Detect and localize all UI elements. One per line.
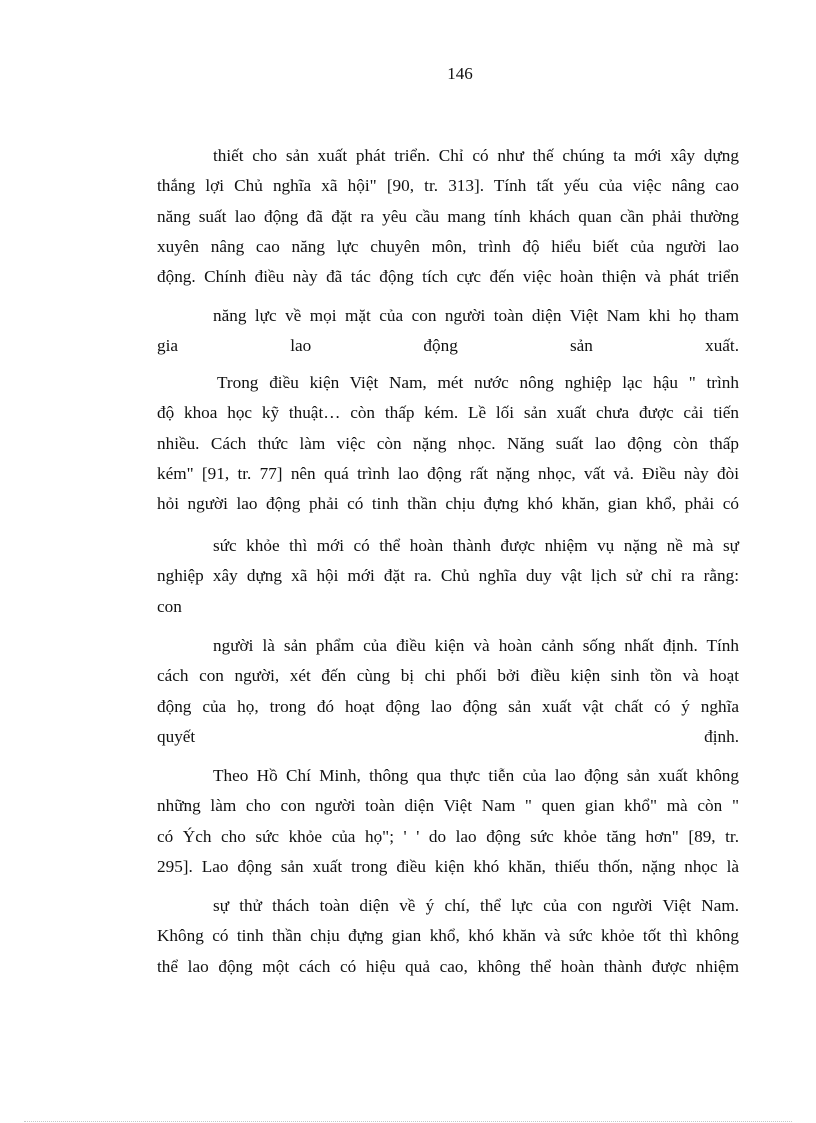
text-line: 295]. Lao động sản xuất trong điều kiện khó khăn, thiếu thốn, nặng nhọc là: [157, 856, 739, 876]
text-line: con: [157, 596, 182, 616]
text-line: thiết cho sản xuất phát triển. Chỉ có như thế chúng ta mới xây dựng: [213, 146, 739, 165]
text-line: Theo Hồ Chí Minh, thông qua thực tiễn của lao động sản xuất không: [213, 766, 739, 785]
text-line: gia lao động sản xuất.: [157, 336, 739, 356]
text-line: động của họ, trong đó hoạt động lao động sản xuất vật chất có ý nghĩa: [157, 696, 739, 716]
page-number: 146: [447, 64, 473, 83]
text-line: nghiệp xây dựng xã hội mới đặt ra. Chủ nghĩa duy vật lịch sử chỉ ra rằng:: [157, 566, 739, 586]
text-line: năng suất lao động đã đặt ra yêu cầu mang tính khách quan cần phải thường: [157, 206, 739, 226]
paragraph-7: [157, 891, 739, 982]
text-line: năng lực về mọi mặt của con người toàn diện Việt Nam khi họ tham: [213, 306, 739, 325]
text-line: thể lao động một cách có hiệu quả cao, không thể hoàn thành được nhiệm: [157, 956, 739, 976]
text-line: người là sản phẩm của điều kiện và hoàn cảnh sống nhất định. Tính: [213, 636, 739, 655]
text-line: những làm cho con người toàn diện Việt Nam " quen gian khổ" mà còn ": [157, 796, 739, 816]
text-line: thắng lợi Chủ nghĩa xã hội" [90, tr. 313]. Tính tất yếu của việc nâng cao: [157, 176, 739, 196]
paragraph-4: [157, 531, 739, 622]
paragraph-5: [157, 631, 739, 752]
text-line: Trong điều kiện Việt Nam, mét nước nông nghiệp lạc hậu " trình: [217, 373, 739, 392]
text-line: xuyên nâng cao năng lực chuyên môn, trình độ hiểu biết của người lao: [157, 236, 739, 256]
text-line: hỏi người lao động phải có tinh thần chịu đựng khó khăn, gian khổ, phải có: [157, 494, 739, 514]
paragraph-2: [157, 301, 739, 362]
text-line: độ khoa học kỹ thuật… còn thấp kém. Lề lối sản xuất chưa được cải tiến: [157, 403, 739, 423]
page-bottom-divider: [24, 1121, 792, 1122]
text-line: cách con người, xét đến cùng bị chi phối bởi điều kiện sinh tồn và hoạt: [157, 666, 739, 686]
paragraph-6: [157, 761, 739, 882]
text-line: Không có tinh thần chịu đựng gian khổ, khó khăn và sức khỏe tốt thì không: [157, 926, 739, 946]
text-line: nhiều. Cách thức làm việc còn nặng nhọc. Năng suất lao động còn thấp: [157, 433, 739, 453]
text-line: có Ých cho sức khỏe của họ"; ' ' do lao động sức khỏe tăng hơn" [89, tr.: [157, 826, 739, 846]
paragraph-3: [157, 368, 739, 519]
text-line: sự thử thách toàn diện về ý chí, thể lực của con người Việt Nam.: [213, 896, 739, 915]
paragraph-1: [157, 141, 739, 292]
text-line: quyết định.: [157, 726, 739, 746]
text-line: động. Chính điều này đã tác động tích cực đến việc hoàn thiện và phát triển: [157, 267, 739, 287]
text-line: kém" [91, tr. 77] nên quá trình lao động rất nặng nhọc, vất vả. Điều này đòi: [157, 463, 739, 483]
text-line: sức khỏe thì mới có thể hoàn thành được nhiệm vụ nặng nề mà sự: [213, 536, 739, 555]
